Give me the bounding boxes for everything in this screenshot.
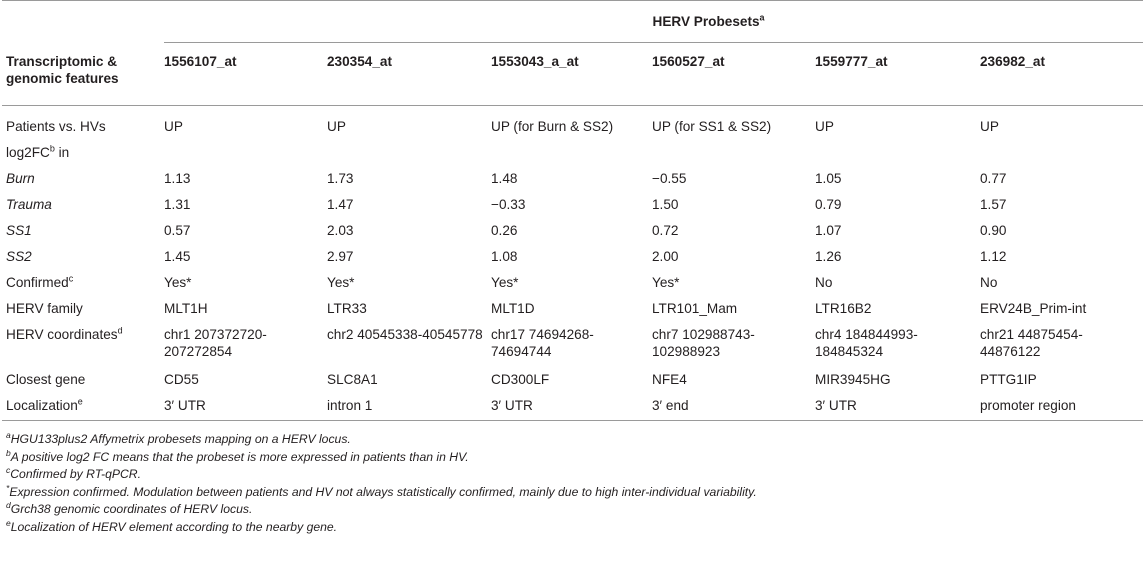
footnote-text: A positive log2 FC means that the probeset is more expressed in patients than in HV. [10,449,469,464]
table-cell: MLT1D [491,300,535,316]
table-cell: promoter region [980,397,1076,413]
footnote-mark: e [6,517,11,528]
table-row [2,318,1143,363]
feature-header-line1: Transcriptomic & [6,53,118,69]
table-cell [652,136,815,162]
footnote-mark: * [6,482,10,493]
table-cell: LTR101_Mam [652,300,738,316]
group-header-sup: a [759,12,765,23]
table-row [2,214,1143,240]
feature-text: HERV coordinates [6,326,118,342]
feature-column-header [2,43,164,106]
row-feature-label [2,292,164,318]
column-header: 230354_at [327,54,393,69]
table-cell: chr2 40545338-40545778 [327,326,483,342]
table-cell: UP [980,119,999,134]
row-feature-label [2,363,164,389]
table-cell: 1.13 [164,170,191,186]
footnote-text: HGU133plus2 Affymetrix probesets mapping on a HERV locus. [10,432,351,446]
table-cell: 3′ end [652,397,689,413]
table-cell: 0.57 [164,222,191,238]
footnote-text: Localization of HERV element according to the nearby gene. [10,519,338,534]
row-feature-label [2,214,164,240]
feature-suffix: in [54,144,70,160]
footnote-mark: b [6,447,11,458]
feature-text: log2FC [6,144,50,160]
feature-sup: e [77,395,83,406]
table-row [2,136,1143,162]
footnote [6,431,1143,449]
table-cell: LTR16B2 [815,300,872,316]
table-row [2,363,1143,389]
feature-sup: c [68,272,74,283]
group-header-text: HERV Probesets [652,14,760,29]
table-cell: 0.72 [652,222,679,238]
table-cell: 1.26 [815,248,842,264]
table-cell [815,136,980,162]
table-cell: ERV24B_Prim-int [980,300,1087,316]
row-feature-label [2,266,164,292]
row-feature-label [2,240,164,266]
footnote-mark: d [6,499,11,510]
table-cell: MIR3945HG [815,371,891,387]
table-cell: UP (for Burn & SS2) [491,119,614,134]
table-row [2,188,1143,214]
table-cell: PTTG1IP [980,371,1037,387]
table-cell: UP (for SS1 & SS2) [652,119,772,134]
footnote [6,519,1143,537]
footnote [6,484,1143,502]
table-cell: intron 1 [327,397,373,413]
table-cell: UP [327,119,346,134]
column-header: 1560527_at [652,54,725,69]
feature-text: Localization [6,397,78,413]
table-cell: 1.47 [327,196,354,212]
table-cell: chr21 44875454-44876122 [980,326,1083,359]
footnote-text: Grch38 genomic coordinates of HERV locus. [10,502,253,516]
table-cell: chr17 74694268-74694744 [491,326,594,359]
footnote-mark: c [6,464,11,475]
footnote-mark: a [6,429,11,440]
table-cell: 1.05 [815,170,842,186]
footnote [6,501,1143,519]
group-header-row [2,1,1143,43]
feature-text: Trauma [6,196,52,212]
table-cell: 1.50 [652,196,679,212]
group-header-spacer [2,1,164,43]
table-cell: chr1 207372720-207272854 [164,326,267,359]
column-header: 236982_at [980,54,1046,69]
footnote-text: Expression confirmed. Modulation between patients and HV not always statistically confirmed, mainly due to high inter-individual variability. [9,484,757,499]
table-cell: LTR33 [327,300,367,316]
table-cell: Yes* [491,274,519,290]
herv-probesets-table [2,0,1143,421]
table-cell: 1.57 [980,196,1007,212]
footnote [6,466,1143,484]
column-header-row [2,43,1143,106]
table-cell: NFE4 [652,371,687,387]
feature-text: Confirmed [6,274,69,290]
feature-sup: d [117,324,123,335]
table-cell: Yes* [164,274,192,290]
table-cell: chr7 102988743-102988923 [652,326,755,359]
table-row [2,240,1143,266]
feature-header-line2: genomic features [6,70,119,86]
group-header [164,1,1143,43]
table-cell: 1.31 [164,196,191,212]
row-feature-label [2,106,164,136]
feature-text: Burn [6,170,35,186]
table-cell: 0.79 [815,196,842,212]
table-cell: 2.03 [327,222,354,238]
table-cell: No [815,274,833,290]
column-header: 1559777_at [815,54,888,69]
table-cell: 0.77 [980,170,1007,186]
table-cell: 1.48 [491,170,518,186]
table-cell: 0.90 [980,222,1007,238]
table-cell [980,136,1143,162]
table-cell: SLC8A1 [327,371,378,387]
table-cell: 1.12 [980,248,1007,264]
table-cell: 1.07 [815,222,842,238]
column-header: 1553043_a_at [491,54,579,69]
table-cell: 0.26 [491,222,518,238]
column-header: 1556107_at [164,54,237,69]
table-row [2,266,1143,292]
table-cell: 1.73 [327,170,354,186]
footnotes [2,431,1143,536]
table-cell: 1.45 [164,248,191,264]
table-cell: 3′ UTR [491,397,533,413]
table-cell [491,136,652,162]
row-feature-label [2,389,164,421]
table-body [2,106,1143,421]
table-cell: 1.08 [491,248,518,264]
table-cell: UP [815,119,834,134]
row-feature-label [2,136,164,162]
table-cell: UP [164,119,183,134]
table-cell [327,136,491,162]
table-cell: 2.00 [652,248,679,264]
footnote [6,449,1143,467]
table-cell: Yes* [327,274,355,290]
table-cell: MLT1H [164,300,208,316]
table-cell: −0.33 [491,196,526,212]
feature-text: SS1 [6,222,32,238]
feature-sup: b [49,142,55,153]
table-cell: CD55 [164,371,199,387]
table-cell: CD300LF [491,371,550,387]
feature-text: SS2 [6,248,32,264]
table-row [2,389,1143,421]
table-row [2,292,1143,318]
table-cell: 2.97 [327,248,354,264]
row-feature-label [2,188,164,214]
row-feature-label [2,162,164,188]
feature-text: Patients vs. HVs [6,119,106,134]
table-cell: 3′ UTR [815,397,857,413]
table-row [2,162,1143,188]
table-cell: No [980,274,998,290]
table-row [2,106,1143,136]
feature-text: Closest gene [6,371,86,387]
table-cell: −0.55 [652,170,687,186]
table-cell [164,136,327,162]
herv-table-figure [2,0,1143,536]
table-cell: chr4 184844993-184845324 [815,326,918,359]
table-cell: 3′ UTR [164,397,206,413]
footnote-text: Confirmed by RT-qPCR. [10,467,141,481]
feature-text: HERV family [6,300,83,316]
table-cell: Yes* [652,274,680,290]
row-feature-label [2,318,164,363]
